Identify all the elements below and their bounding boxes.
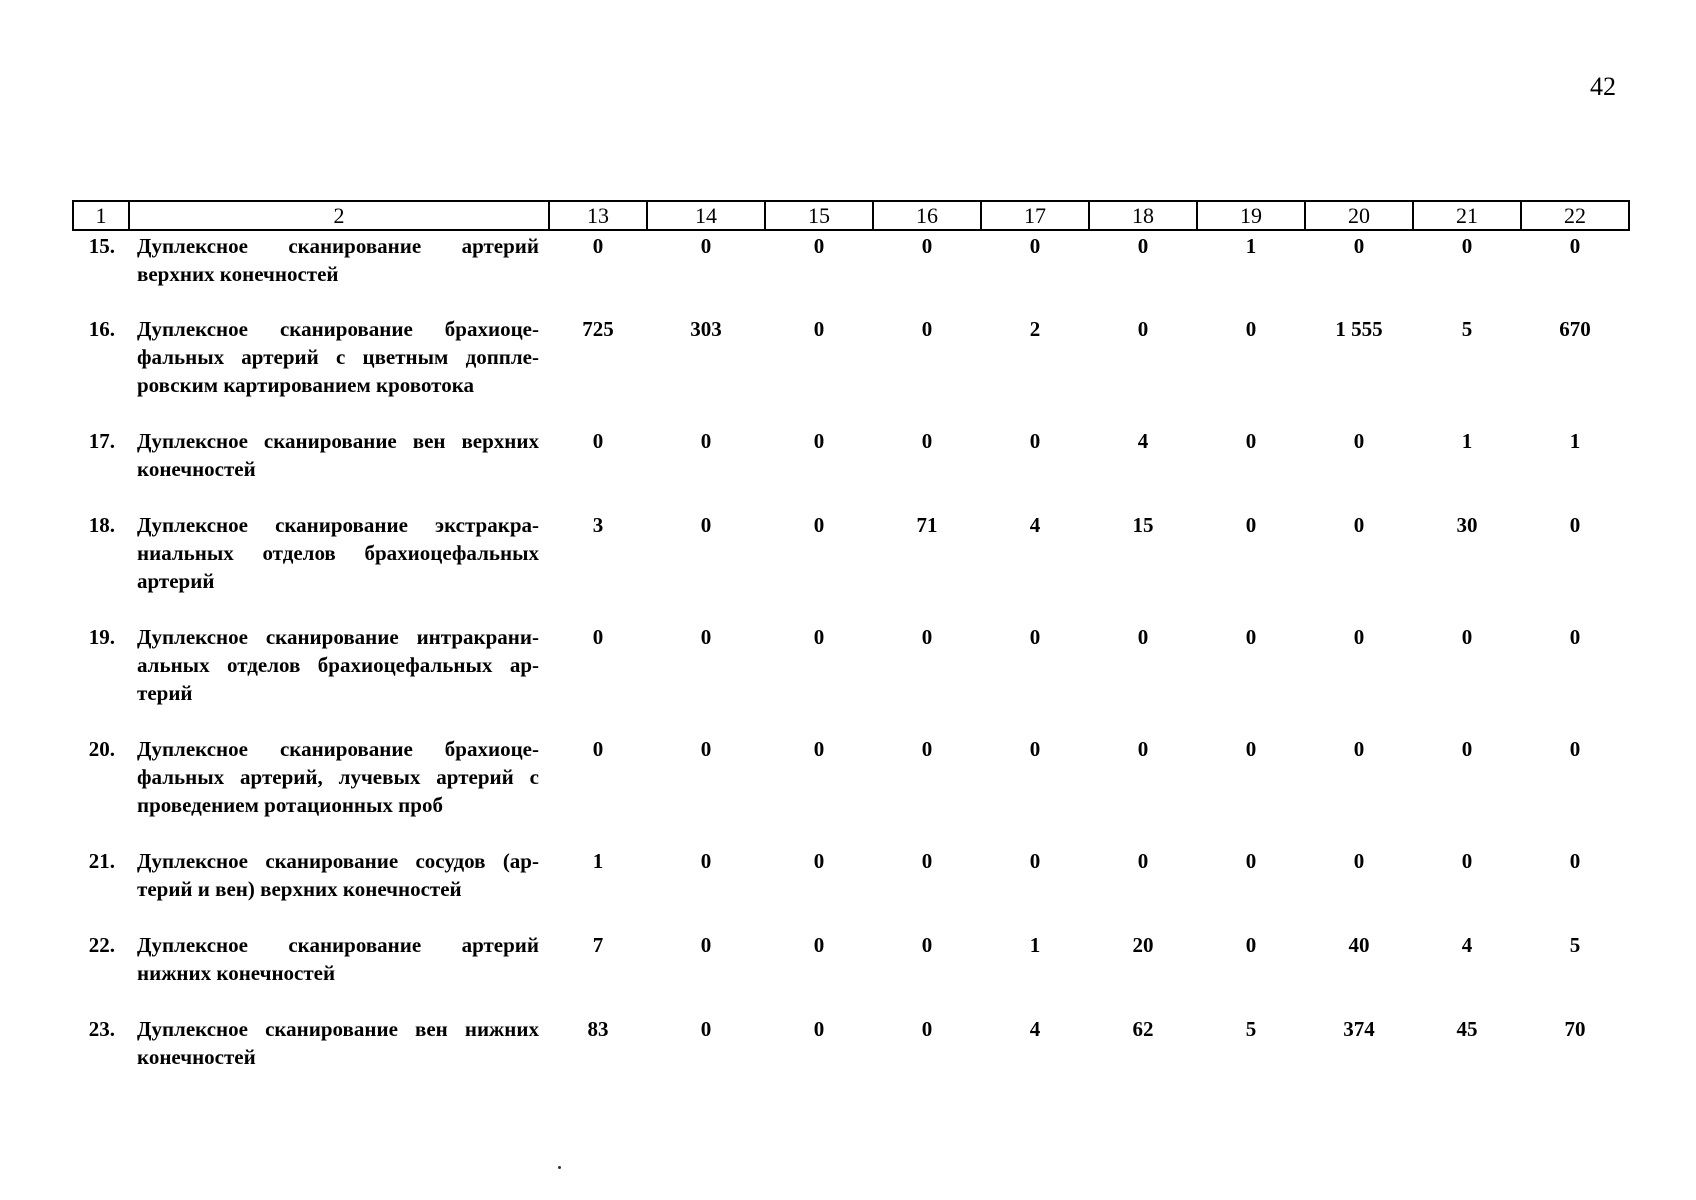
- cell-value: 0: [592, 234, 604, 258]
- procedure-name: Дуплексное сканирование интракраниальных отделов брахиоцефальных артерий: [137, 625, 539, 705]
- scan-dot: [558, 1166, 561, 1169]
- column-header: 14: [647, 201, 765, 230]
- table-body: [73, 230, 1629, 1098]
- column-header: 22: [1521, 201, 1629, 230]
- cell-value: 0: [1245, 849, 1257, 873]
- table-row: [73, 930, 1629, 1014]
- cell-value: 30: [1456, 513, 1478, 537]
- cell-value: 303: [690, 317, 722, 341]
- procedure-name: Дуплексное сканирование вен верхних конечностей: [137, 429, 539, 481]
- cell-value: 0: [700, 429, 712, 453]
- cell-value: 71: [916, 513, 938, 537]
- cell-value: 0: [1461, 234, 1473, 258]
- table-row: [73, 426, 1629, 510]
- cell-value: 4: [1029, 1017, 1041, 1041]
- cell-value: 3: [592, 513, 604, 537]
- row-number: 20.: [88, 737, 115, 761]
- row-number: 15.: [88, 234, 115, 258]
- cell-value: 1 555: [1335, 317, 1383, 341]
- cell-value: 0: [1137, 737, 1149, 761]
- procedure-name: Дуплексное сканирование артерий нижних конечностей: [137, 933, 539, 985]
- cell-value: 0: [1245, 625, 1257, 649]
- column-header: 13: [549, 201, 647, 230]
- cell-value: 0: [700, 737, 712, 761]
- cell-value: 0: [813, 234, 825, 258]
- column-header: 20: [1305, 201, 1413, 230]
- cell-value: 0: [813, 1017, 825, 1041]
- table-row: [73, 622, 1629, 734]
- cell-value: 0: [813, 317, 825, 341]
- cell-value: 0: [921, 429, 933, 453]
- cell-value: 0: [1137, 625, 1149, 649]
- procedure-name: Дуплексное сканирование сосудов (артерий и вен) верхних конечностей: [137, 849, 539, 901]
- header-row: [73, 201, 1629, 230]
- cell-value: 0: [1245, 317, 1257, 341]
- cell-value: 0: [1569, 513, 1581, 537]
- cell-value: 0: [921, 933, 933, 957]
- column-header: 16: [873, 201, 981, 230]
- cell-value: 45: [1456, 1017, 1478, 1041]
- cell-value: 0: [1569, 737, 1581, 761]
- cell-value: 0: [1353, 849, 1365, 873]
- procedure-name: Дуплексное сканирование экстракраниальных отделов брахиоцефальных артерий: [137, 513, 539, 593]
- table-row: [73, 230, 1629, 314]
- row-number: 21.: [88, 849, 115, 873]
- cell-value: 0: [813, 625, 825, 649]
- cell-value: 0: [921, 849, 933, 873]
- cell-value: 0: [1137, 317, 1149, 341]
- cell-value: 0: [1461, 737, 1473, 761]
- cell-value: 1: [1029, 933, 1041, 957]
- cell-value: 5: [1461, 317, 1473, 341]
- cell-value: 0: [592, 429, 604, 453]
- table-row: [73, 1014, 1629, 1098]
- cell-value: 20: [1132, 933, 1154, 957]
- data-table: [72, 200, 1630, 1098]
- column-header: 19: [1197, 201, 1305, 230]
- cell-value: 0: [1461, 849, 1473, 873]
- cell-value: 0: [1029, 429, 1041, 453]
- cell-value: 0: [1353, 234, 1365, 258]
- row-number: 18.: [88, 513, 115, 537]
- cell-value: 15: [1132, 513, 1154, 537]
- cell-value: 70: [1564, 1017, 1586, 1041]
- column-header: 17: [981, 201, 1089, 230]
- column-header: 15: [765, 201, 873, 230]
- cell-value: 725: [582, 317, 614, 341]
- cell-value: 0: [1569, 625, 1581, 649]
- cell-value: 0: [700, 234, 712, 258]
- cell-value: 0: [592, 625, 604, 649]
- column-header: 1: [73, 201, 129, 230]
- table-row: [73, 510, 1629, 622]
- cell-value: 62: [1132, 1017, 1154, 1041]
- cell-value: 0: [1029, 737, 1041, 761]
- cell-value: 0: [700, 625, 712, 649]
- cell-value: 0: [921, 737, 933, 761]
- procedure-name: Дуплексное сканирование брахиоцефальных артерий с цветным допплеровским картированием кровотока: [137, 317, 539, 397]
- cell-value: 0: [1461, 625, 1473, 649]
- cell-value: 0: [921, 1017, 933, 1041]
- cell-value: 0: [1029, 234, 1041, 258]
- cell-value: 40: [1348, 933, 1370, 957]
- column-header: 18: [1089, 201, 1197, 230]
- row-number: 16.: [88, 317, 115, 341]
- cell-value: 0: [813, 737, 825, 761]
- cell-value: 4: [1029, 513, 1041, 537]
- cell-value: 0: [1137, 849, 1149, 873]
- cell-value: 83: [587, 1017, 609, 1041]
- cell-value: 0: [700, 849, 712, 873]
- cell-value: 374: [1343, 1017, 1375, 1041]
- cell-value: 0: [592, 737, 604, 761]
- cell-value: 0: [700, 1017, 712, 1041]
- row-number: 23.: [88, 1017, 115, 1041]
- cell-value: 0: [1245, 513, 1257, 537]
- table-header: [73, 201, 1629, 230]
- table-row: [73, 314, 1629, 426]
- procedure-name: Дуплексное сканирование артерий верхних конечностей: [137, 234, 539, 286]
- cell-value: 0: [813, 429, 825, 453]
- row-number: 22.: [88, 933, 115, 957]
- row-number: 19.: [88, 625, 115, 649]
- cell-value: 0: [1353, 513, 1365, 537]
- cell-value: 0: [813, 849, 825, 873]
- cell-value: 0: [1569, 849, 1581, 873]
- table-row: [73, 846, 1629, 930]
- cell-value: 0: [1245, 737, 1257, 761]
- cell-value: 0: [921, 234, 933, 258]
- cell-value: 0: [1353, 429, 1365, 453]
- table-row: [73, 734, 1629, 846]
- row-number: 17.: [88, 429, 115, 453]
- cell-value: 0: [700, 513, 712, 537]
- cell-value: 0: [1137, 234, 1149, 258]
- cell-value: 1: [592, 849, 604, 873]
- cell-value: 0: [1245, 933, 1257, 957]
- cell-value: 0: [813, 513, 825, 537]
- cell-value: 1: [1461, 429, 1473, 453]
- cell-value: 7: [592, 933, 604, 957]
- cell-value: 0: [1029, 849, 1041, 873]
- column-header: 21: [1413, 201, 1521, 230]
- cell-value: 670: [1559, 317, 1591, 341]
- column-header: 2: [129, 201, 549, 230]
- cell-value: 1: [1245, 234, 1257, 258]
- cell-value: 0: [921, 625, 933, 649]
- page-number: 42: [1590, 72, 1616, 101]
- cell-value: 0: [700, 933, 712, 957]
- cell-value: 5: [1569, 933, 1581, 957]
- cell-value: 0: [1353, 737, 1365, 761]
- procedure-name: Дуплексное сканирование брахиоцефальных артерий, лучевых артерий с проведением ротационных проб: [137, 737, 539, 817]
- cell-value: 4: [1137, 429, 1149, 453]
- cell-value: 5: [1245, 1017, 1257, 1041]
- cell-value: 0: [921, 317, 933, 341]
- cell-value: 0: [813, 933, 825, 957]
- procedure-name: Дуплексное сканирование вен нижних конечностей: [137, 1017, 539, 1069]
- cell-value: 0: [1029, 625, 1041, 649]
- cell-value: 1: [1569, 429, 1581, 453]
- cell-value: 0: [1245, 429, 1257, 453]
- cell-value: 0: [1353, 625, 1365, 649]
- cell-value: 2: [1029, 317, 1041, 341]
- cell-value: 0: [1569, 234, 1581, 258]
- cell-value: 4: [1461, 933, 1473, 957]
